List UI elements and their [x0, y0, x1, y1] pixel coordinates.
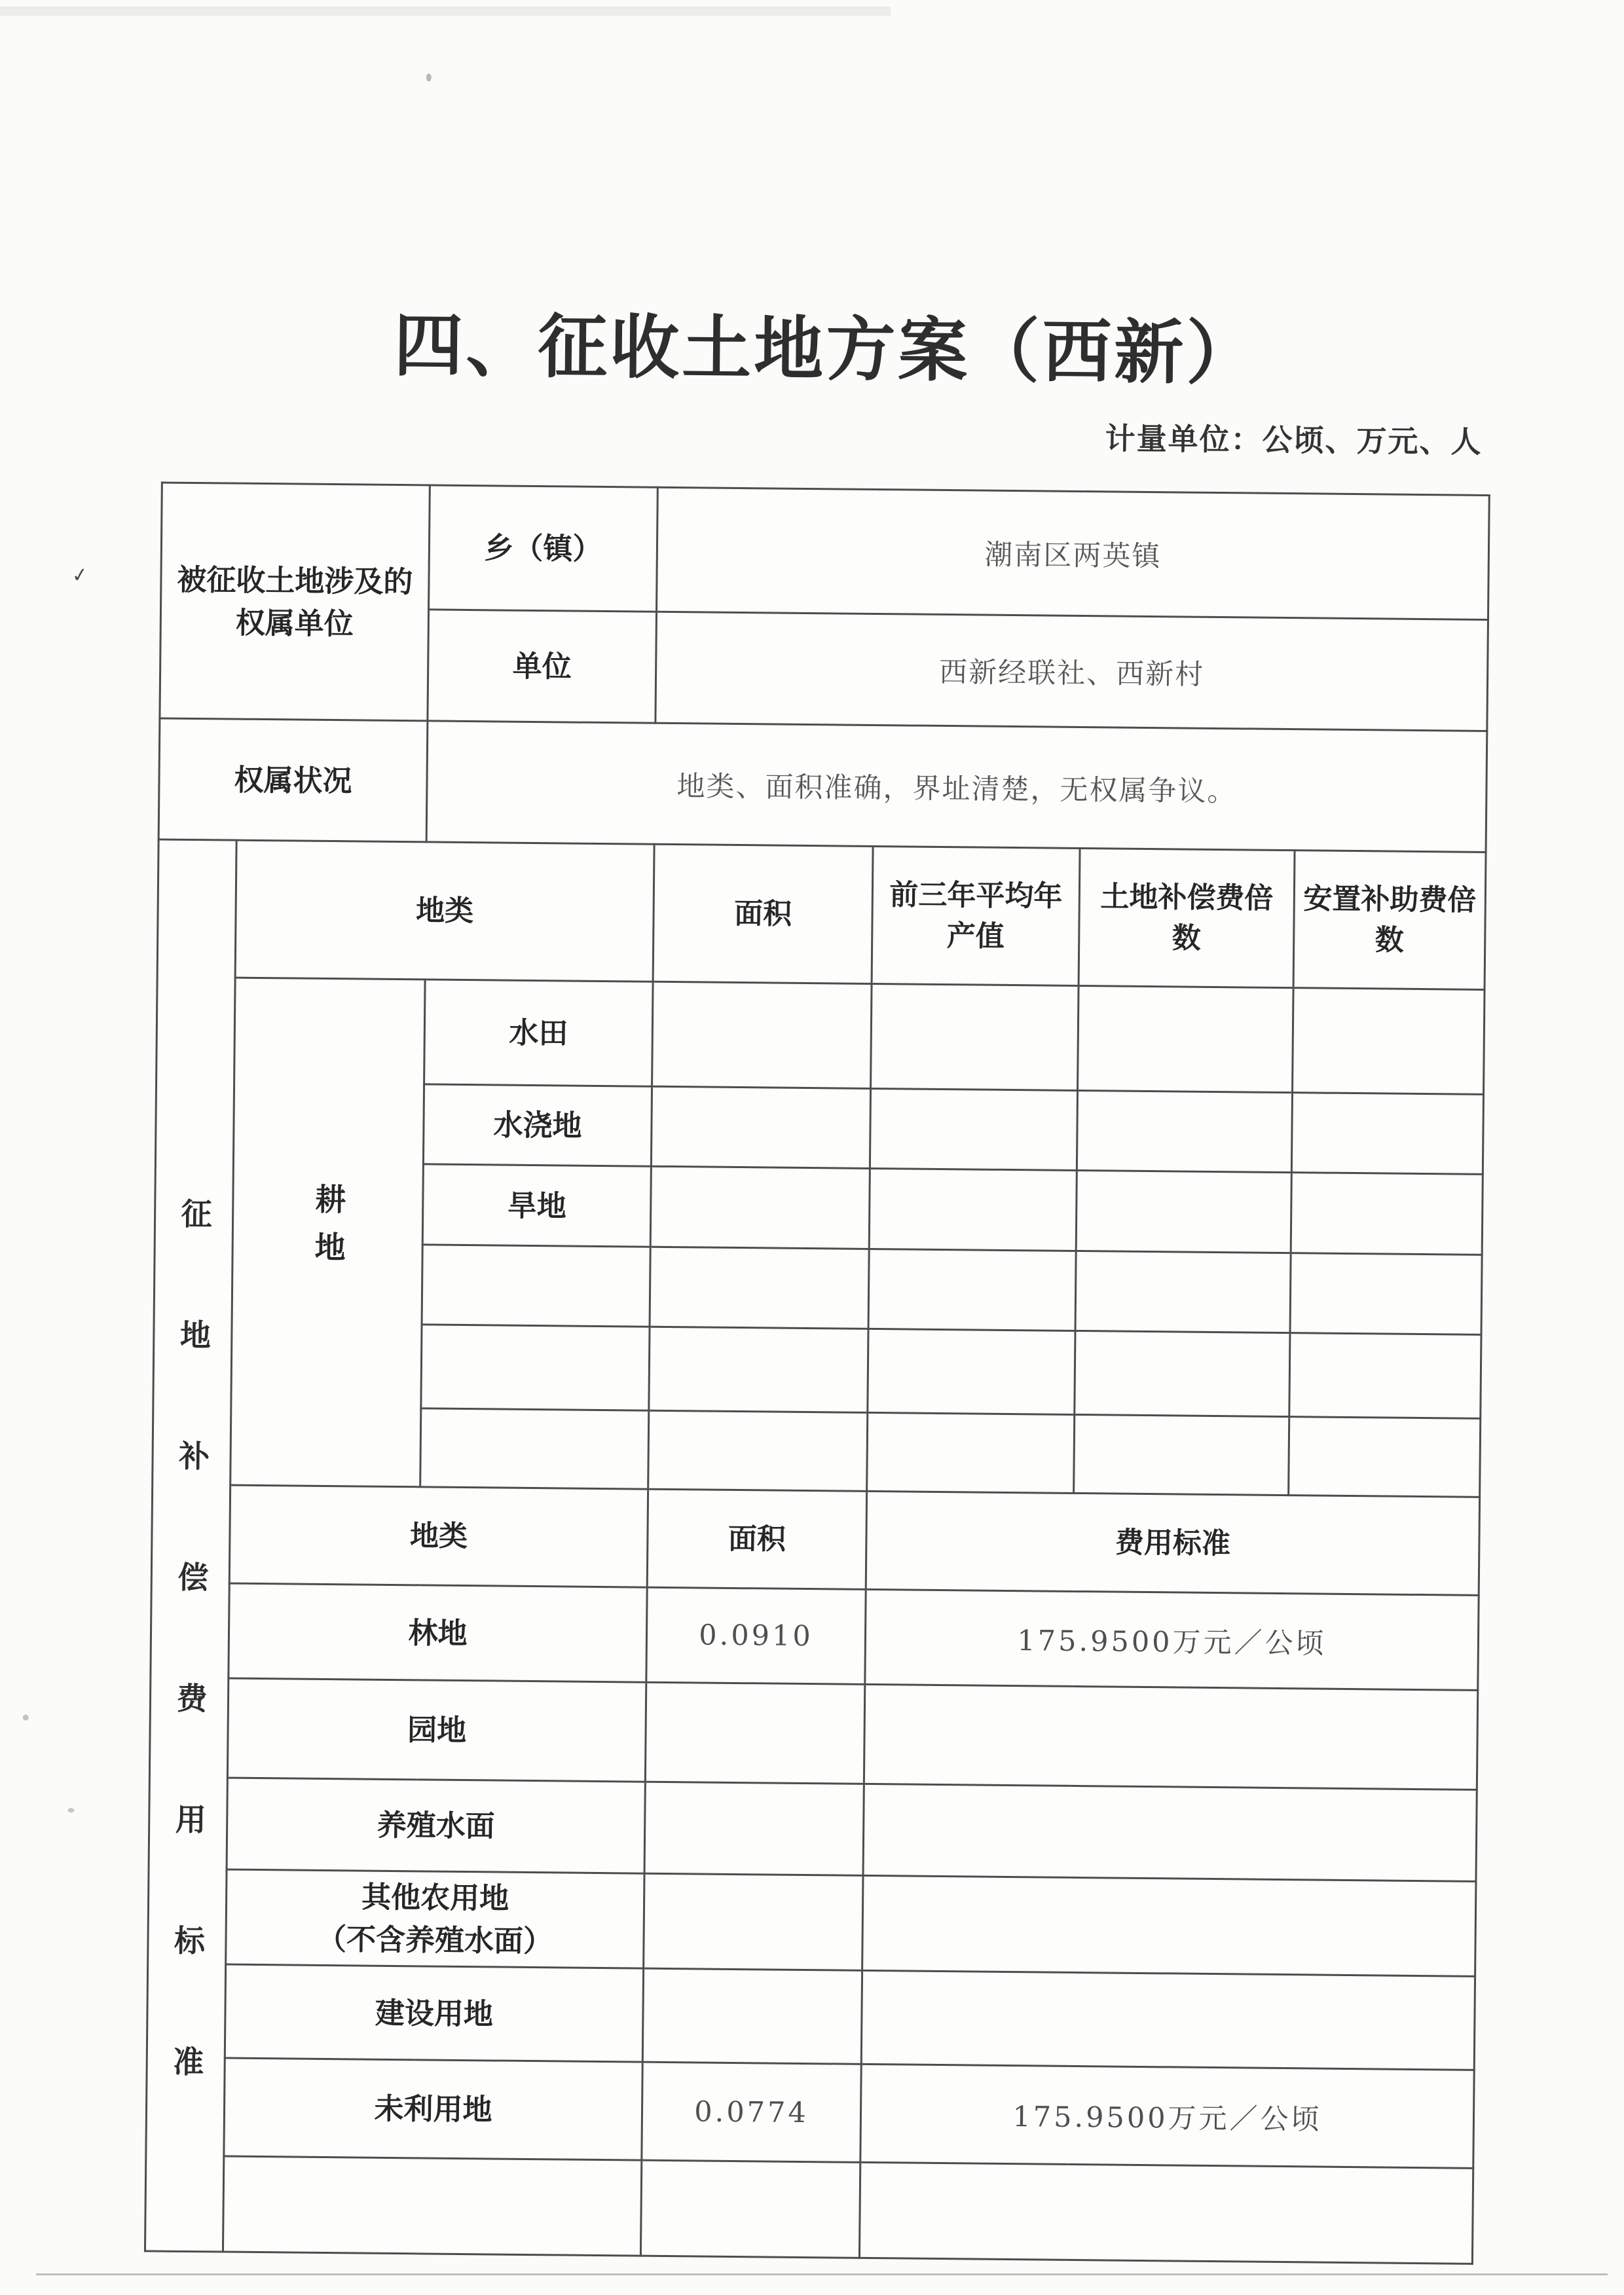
land-type-cell — [223, 2156, 641, 2256]
table-row — [161, 483, 1490, 619]
table-row — [149, 1678, 1477, 1790]
area-cell — [651, 1087, 870, 1169]
cultivated-land-group-label: 耕地 — [309, 1183, 346, 1279]
col-header-resettle-multiple: 安置补助费倍 数 — [1293, 851, 1486, 990]
land-type-cell: 水浇地 — [423, 1084, 652, 1166]
measurement-units-note: 计量单位：公顷、万元、人 — [1105, 420, 1483, 460]
land-multiple-cell — [1074, 1415, 1289, 1496]
area-cell: 0.0910 — [646, 1587, 866, 1684]
avg-output-cell — [870, 1089, 1077, 1171]
land-type-cell: 建设用地 — [225, 1964, 643, 2062]
page-title: 四、征收土地方案（西新） — [393, 304, 1259, 394]
fee-standard-cell — [859, 2163, 1473, 2264]
land-type-cell: 旱地 — [422, 1164, 651, 1247]
area-cell — [648, 1411, 868, 1492]
fee-standard-cell: 175.9500万元／公顷 — [865, 1590, 1479, 1691]
table-row — [149, 1777, 1477, 1881]
area-cell — [650, 1167, 870, 1249]
resettle-multiple-cell — [1289, 1333, 1481, 1419]
involved-units-label: 被征收土地涉及的 权属单位 — [160, 483, 430, 721]
col-header-land-comp-multiple: 土地补偿费倍 数 — [1079, 849, 1295, 988]
area-cell — [650, 1247, 869, 1329]
resettle-multiple-cell — [1293, 988, 1485, 1095]
compensation-standard-side-cell — [145, 839, 236, 2252]
township-value: 潮南区两英镇 — [657, 488, 1490, 620]
resettle-multiple-cell — [1289, 1417, 1481, 1497]
col-header-area-2: 面积 — [647, 1489, 866, 1589]
col-header-land-type: 地类 — [235, 840, 654, 982]
unit-label: 单位 — [428, 610, 657, 723]
col-header-avg-output: 前三年平均年 产值 — [872, 847, 1080, 986]
col-header-land-type-2: 地类 — [229, 1485, 648, 1587]
land-type-cell — [420, 1408, 649, 1489]
area-cell: 0.0774 — [642, 2062, 861, 2162]
land-type-cell — [422, 1245, 650, 1327]
resettle-multiple-cell — [1290, 1253, 1482, 1335]
land-multiple-cell — [1076, 1171, 1291, 1253]
fee-standard-cell — [864, 1685, 1477, 1790]
land-type-cell — [421, 1325, 650, 1410]
land-type-cell — [226, 1869, 644, 1968]
resettle-multiple-cell — [1291, 1093, 1483, 1175]
fee-standard-cell — [861, 1971, 1475, 2070]
ownership-status-value: 地类、面积准确，界址清楚，无权属争议。 — [426, 721, 1487, 853]
land-type-wrapped-label: 其他农用地 （不含养殖水面） — [316, 1879, 553, 1959]
land-type-cell: 林地 — [229, 1583, 647, 1682]
compensation-standard-side-label: 征地补偿费用标准 — [166, 1197, 212, 2167]
table-row — [145, 2156, 1473, 2264]
land-multiple-cell — [1075, 1331, 1290, 1417]
land-multiple-cell — [1077, 1091, 1292, 1173]
area-cell — [644, 1873, 863, 1970]
land-type-cell: 养殖水面 — [227, 1778, 645, 1873]
scan-speck-dot — [426, 73, 432, 81]
township-label: 乡（镇） — [429, 485, 658, 612]
scan-bottom-page-edge-line — [36, 2273, 1608, 2275]
ownership-status-label: 权属状况 — [158, 718, 428, 842]
fee-standard-cell — [863, 1784, 1477, 1882]
area-cell — [640, 2160, 860, 2258]
area-cell — [652, 982, 872, 1089]
avg-output-cell — [871, 984, 1079, 1091]
scan-speck-dot — [67, 1808, 74, 1812]
resettle-multiple-cell — [1291, 1173, 1483, 1255]
avg-output-cell — [867, 1413, 1075, 1494]
avg-output-cell — [869, 1169, 1077, 1251]
avg-output-cell — [868, 1329, 1075, 1415]
col-header-fee-standard: 费用标准 — [866, 1492, 1479, 1596]
table-row — [148, 1869, 1476, 1976]
land-multiple-cell — [1078, 986, 1294, 1093]
col-header-area: 面积 — [653, 845, 873, 984]
table-row — [151, 1484, 1479, 1595]
table-row — [157, 977, 1485, 1094]
fee-standard-cell: 175.9500万元／公顷 — [860, 2065, 1474, 2169]
area-cell — [645, 1682, 864, 1784]
cultivated-land-group-cell — [231, 978, 425, 1487]
table-row — [151, 1583, 1479, 1690]
land-acquisition-form-table — [144, 482, 1490, 2265]
fee-standard-cell — [862, 1876, 1476, 1977]
table-row — [146, 2057, 1474, 2168]
area-cell — [644, 1782, 864, 1875]
land-type-cell: 未利用地 — [224, 2058, 642, 2160]
area-cell — [649, 1327, 868, 1413]
land-multiple-cell — [1075, 1251, 1291, 1333]
scan-speck-dot — [23, 1715, 29, 1721]
land-type-cell: 园地 — [227, 1678, 646, 1782]
land-type-cell: 水田 — [424, 980, 654, 1086]
table-row — [158, 718, 1487, 852]
table-row — [147, 1964, 1475, 2070]
table-row — [157, 839, 1486, 989]
scan-speck-checkmark: ✓ — [70, 562, 90, 588]
avg-output-cell — [868, 1249, 1076, 1331]
area-cell — [642, 1968, 862, 2064]
unit-value: 西新经联社、西新村 — [655, 612, 1488, 731]
